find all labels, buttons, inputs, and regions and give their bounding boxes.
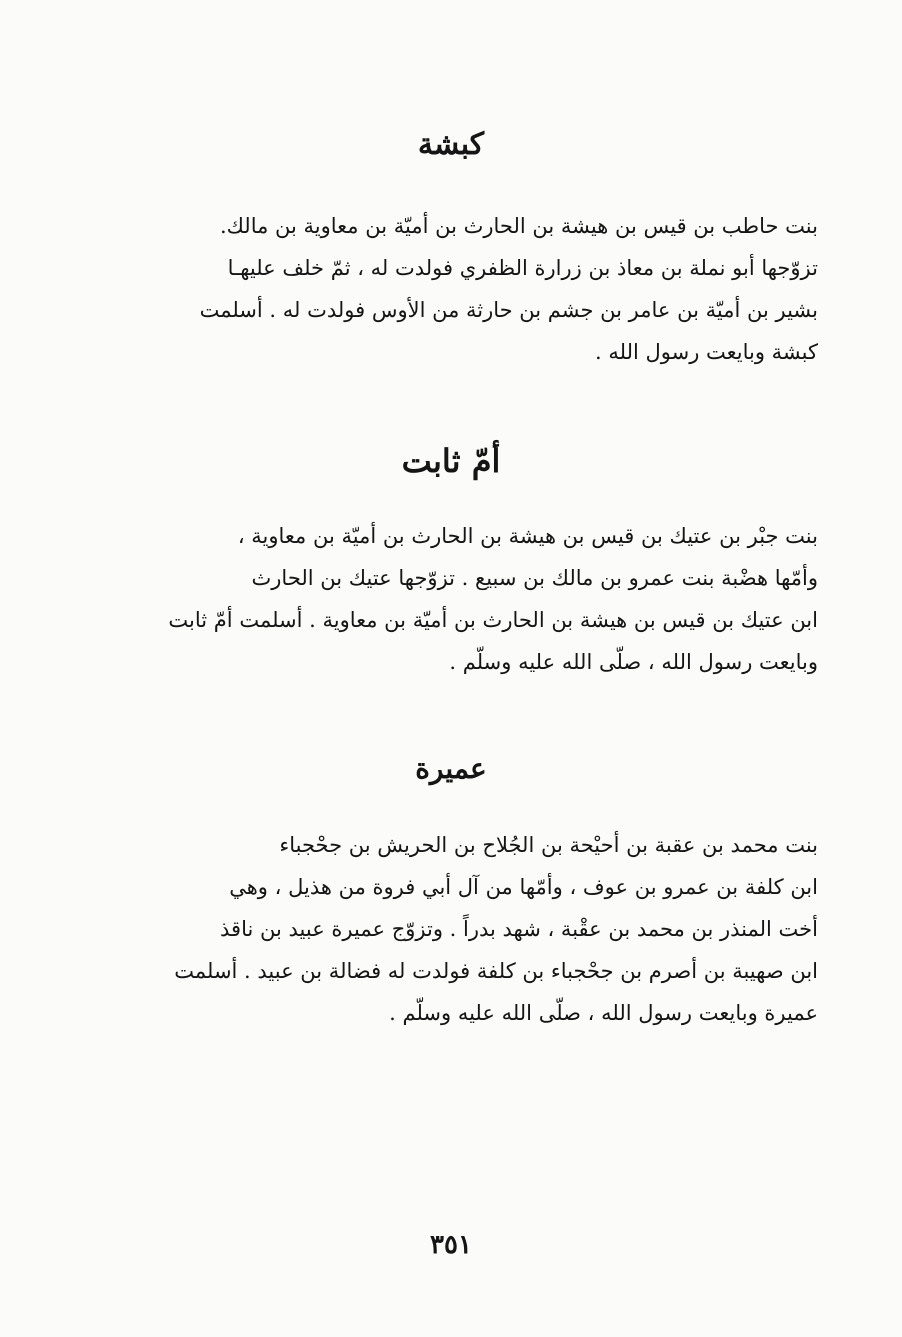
entry-title-umayra: عميرة [415, 752, 487, 785]
entry-body-umayra [110, 824, 818, 1034]
entry-body-umm-thabit [110, 515, 818, 683]
text-line: أخت المنذر بن محمد بن عقْبة ، شهد بدراً . وتزوّج عميرة عبيد بن ناقذ [220, 917, 818, 941]
text-line: ابن عتيك بن قيس بن هيشة بن الحارث بن أميّة بن معاوية . أسلمت أمّ ثابت [168, 608, 818, 632]
text-line: بنت حاطب بن قيس بن هيشة بن الحارث بن أميّة بن معاوية بن مالك. [219, 214, 818, 238]
text-line: بنت جبْر بن عتيك بن قيس بن هيشة بن الحارث بن أميّة بن معاوية ، [237, 524, 818, 548]
text-line: وبايعت رسول الله ، صلّى الله عليه وسلّم . [449, 650, 818, 674]
text-line: ابن صهيبة بن أصرم بن جحْجباء بن كلفة فولدت له فضالة بن عبيد . أسلمت [174, 959, 818, 983]
entry-body-kabsha [110, 205, 818, 373]
page-number: ٣٥١ [430, 1230, 472, 1260]
text-line: بنت محمد بن عقبة بن أحيْحة بن الجُلاح بن الحريش بن جحْجباء [279, 833, 818, 857]
text-line: ابن كلفة بن عمرو بن عوف ، وأمّها من آل أبي فروة من هذيل ، وهي [229, 875, 818, 899]
text-line: عميرة وبايعت رسول الله ، صلّى الله عليه وسلّم . [389, 1001, 818, 1025]
text-line: تزوّجها أبو نملة بن معاذ بن زرارة الظفري فولدت له ، ثمّ خلف عليهـا [227, 256, 818, 280]
text-line: بشير بن أميّة بن عامر بن جشم بن حارثة من الأوس فولدت له . أسلمت [199, 298, 818, 322]
entry-title-kabsha: كبشة [417, 127, 485, 162]
text-line: كبشة وبايعت رسول الله . [595, 340, 818, 364]
text-line: وأمّها هضْبة بنت عمرو بن مالك بن سبيع . تزوّجها عتيك بن الحارث [251, 566, 818, 590]
entry-title-umm-thabit: أمّ ثابت [401, 442, 501, 480]
